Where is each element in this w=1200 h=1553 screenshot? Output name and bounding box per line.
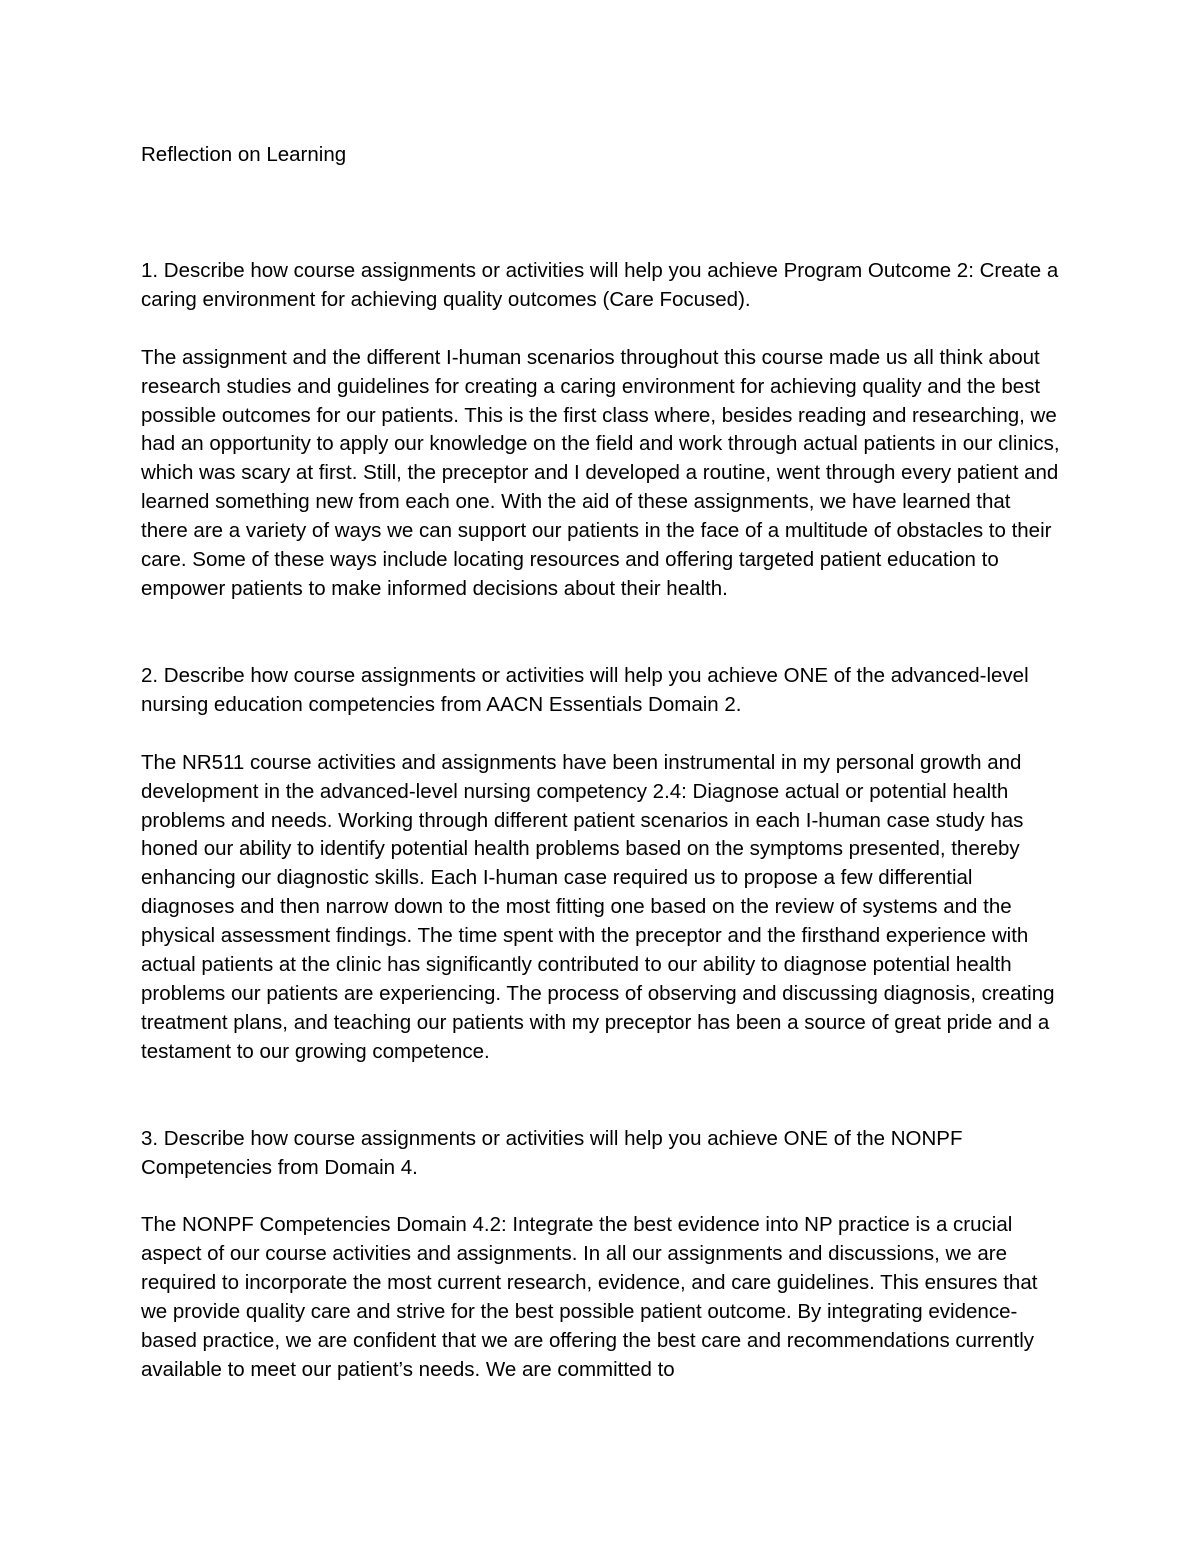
section-1-answer: The assignment and the different I-human scenarios throughout this course made us all think about research studies and guidelines for creating a caring environment for achieving quality and the best possible outcomes for our patients. This is the first class where, besides reading and researching, we had an opportunity to apply our knowledge on the field and work through actual patients in our clinics, which was scary at first. Still, the preceptor and I developed a routine, went through every patient and learned something new from each one. With the aid of these assignments, we have learned that there are a variety of ways we can support our patients in the face of a multitude of obstacles to their care. Some of these ways include locating resources and offering targeted patient education to empower patients to make informed decisions about their health. (141, 345, 1060, 600)
section-1-question: 1. Describe how course assignments or activities will help you achieve Program Outcome 2: Create a caring environment for achieving quality outcomes (Care Focused). (141, 258, 1059, 311)
section-2 (141, 662, 1061, 1067)
section-3 (141, 1125, 1061, 1385)
section-2-question: 2. Describe how course assignments or activities will help you achieve ONE of the advanced-level nursing education competencies from AACN Essentials Domain 2. (141, 663, 1029, 716)
section-3-question: 3. Describe how course assignments or activities will help you achieve ONE of the NONPF Competencies from Domain 4. (141, 1126, 963, 1179)
section-2-answer: The NR511 course activities and assignments have been instrumental in my personal growth and development in the advanced-level nursing competency 2.4: Diagnose actual or potential health problems and needs. Working through different patient scenarios in each I-human case study has honed our ability to identify potential health problems based on the symptoms presented, thereby enhancing our diagnostic skills. Each I-human case required us to propose a few differential diagnoses and then narrow down to the most fitting one based on the review of systems and the physical assessment findings. The time spent with the preceptor and the firsthand experience with actual patients at the clinic has significantly contributed to our ability to diagnose potential health problems our patients are experiencing. The process of observing and discussing diagnosis, creating treatment plans, and teaching our patients with my preceptor has been a source of great pride and a testament to our growing competence. (141, 750, 1055, 1063)
document-page (141, 141, 1061, 1385)
section-1 (141, 257, 1061, 604)
section-3-answer: The NONPF Competencies Domain 4.2: Integrate the best evidence into NP practice is a crucial aspect of our course activities and assignments. In all our assignments and discussions, we are required to incorporate the most current research, evidence, and care guidelines. This ensures that we provide quality care and strive for the best possible patient outcome. By integrating evidence-based practice, we are confident that we are offering the best care and recommendations currently available to meet our patient’s needs. We are committed to (141, 1213, 1038, 1381)
document-title: Reflection on Learning (141, 143, 347, 166)
